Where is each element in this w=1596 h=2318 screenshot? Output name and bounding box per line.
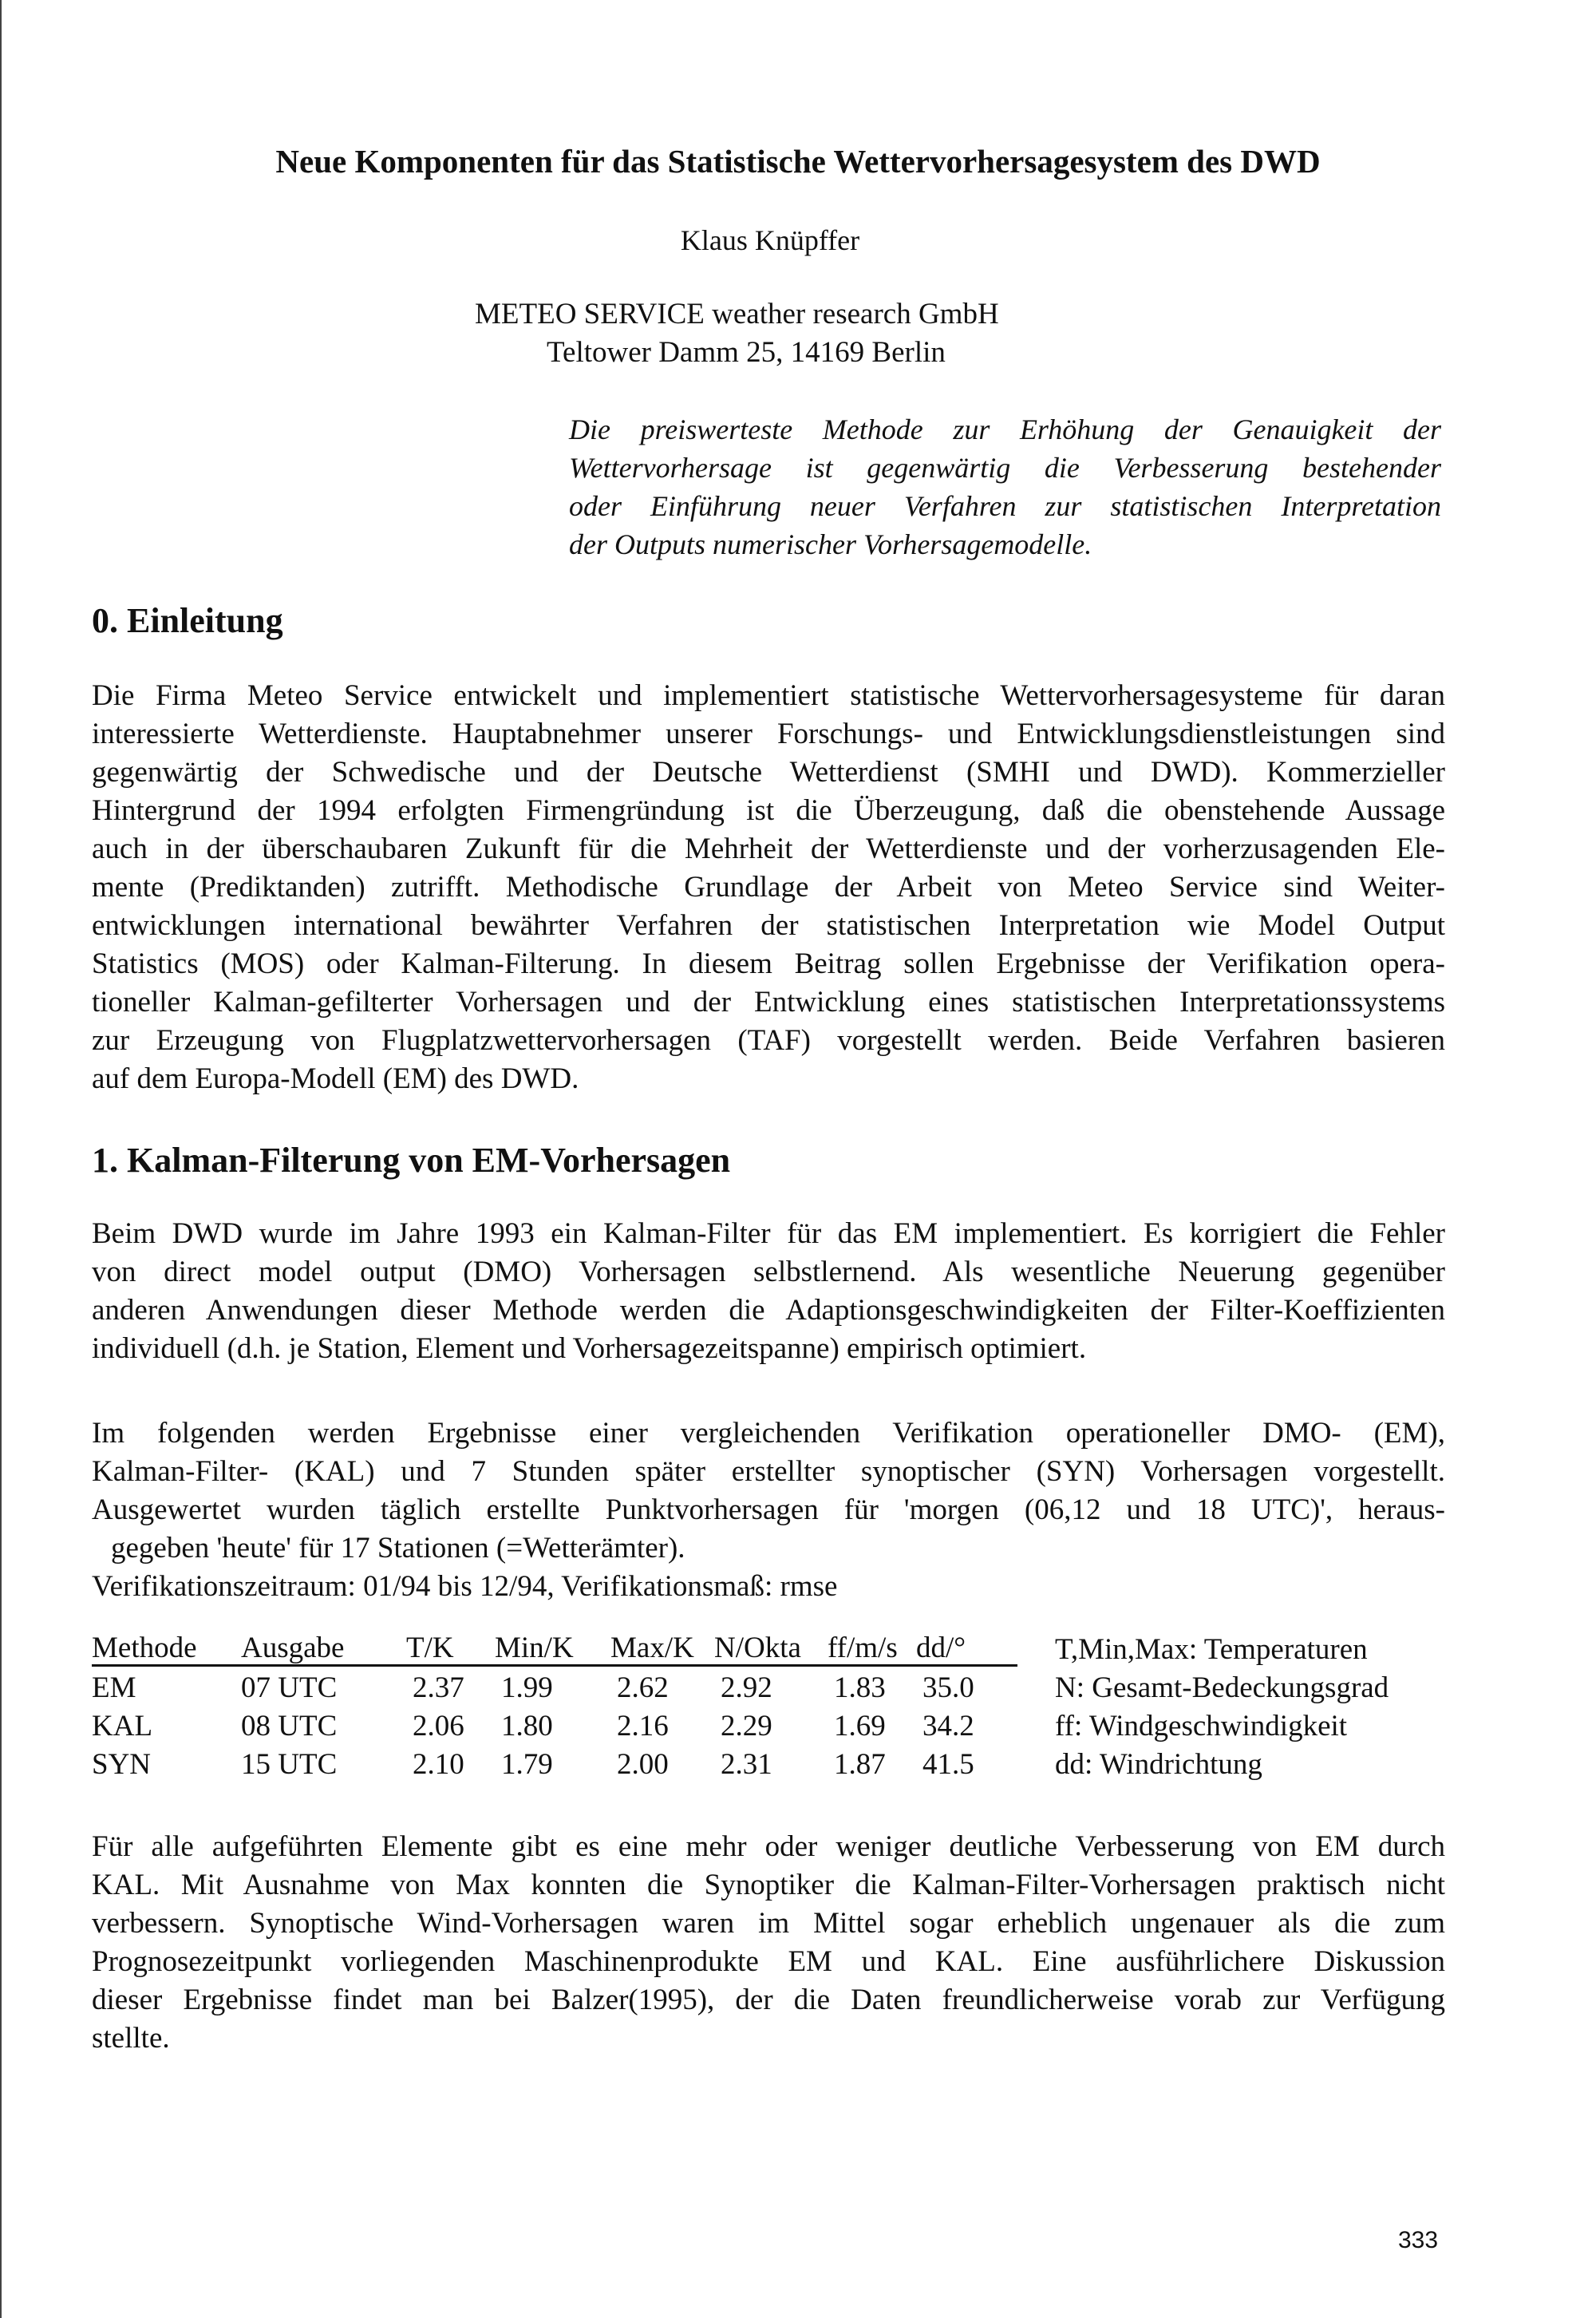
- table-cell: 1.83: [834, 1671, 886, 1704]
- text-line: Im folgenden werden Ergebnisse einer vergleichenden Verifikation operationeller DMO- (EM),: [92, 1417, 1445, 1450]
- table-header-cell: Methode: [92, 1632, 197, 1667]
- text-line: gegeben 'heute' für 17 Stationen (=Wetterämter).: [111, 1532, 685, 1564]
- table-cell: EM: [92, 1671, 136, 1704]
- text-line: auch in der überschaubaren Zukunft für die Mehrheit der Wetterdienste und der vorherzusagenden Ele-: [92, 833, 1445, 865]
- text-line: tioneller Kalman-gefilterter Vorhersagen und der Entwicklung eines statistischen Interpretationssystems: [92, 986, 1445, 1019]
- table-legend-item: ff: Windgeschwindigkeit: [1055, 1710, 1348, 1742]
- affiliation-address: Teltower Damm 25, 14169 Berlin: [547, 336, 946, 369]
- table-header-cell: ff/m/s: [828, 1632, 898, 1667]
- table-cell: 41.5: [922, 1748, 974, 1781]
- table-cell: 2.29: [721, 1710, 772, 1742]
- text-line: Kalman-Filter- (KAL) und 7 Stunden später erstellter synoptischer (SYN) Vorhersagen vorgestellt.: [92, 1455, 1445, 1488]
- text-line: auf dem Europa-Modell (EM) des DWD.: [92, 1062, 579, 1095]
- text-line: Für alle aufgeführten Elemente gibt es eine mehr oder weniger deutliche Verbesserung von EM durch: [92, 1830, 1445, 1863]
- table-header-cell: dd/°: [916, 1632, 966, 1667]
- table-header-cell: N/Okta: [714, 1632, 801, 1667]
- text-line: von direct model output (DMO) Vorhersagen selbstlernend. Als wesentliche Neuerung gegenüber: [92, 1256, 1445, 1288]
- paper-title: Neue Komponenten für das Statistische Wettervorhersagesystem des DWD: [275, 143, 1321, 180]
- text-line: Die preiswerteste Methode zur Erhöhung der Genauigkeit der: [569, 413, 1441, 445]
- table-cell: 2.00: [617, 1748, 669, 1781]
- text-line: zur Erzeugung von Flugplatzwettervorhersagen (TAF) vorgestellt werden. Beide Verfahren basieren: [92, 1024, 1445, 1057]
- page-number: 333: [1398, 2227, 1439, 2253]
- text-line: dieser Ergebnisse findet man bei Balzer(1995), der die Daten freundlicherweise vorab zur Verfügung: [92, 1984, 1445, 2016]
- table-cell: 2.37: [413, 1671, 464, 1704]
- text-line: der Outputs numerischer Vorhersagemodelle.: [569, 528, 1092, 560]
- table-cell: 1.79: [501, 1748, 553, 1781]
- scan-edge: [0, 0, 2, 2318]
- text-line: anderen Anwendungen dieser Methode werden die Adaptionsgeschwindigkeiten der Filter-Koeffizienten: [92, 1294, 1445, 1327]
- table-legend-item: N: Gesamt-Bedeckungsgrad: [1055, 1671, 1389, 1704]
- text-line: Die Firma Meteo Service entwickelt und implementiert statistische Wettervorhersagesysteme für daran: [92, 679, 1445, 712]
- table-legend-item: T,Min,Max: Temperaturen: [1055, 1633, 1368, 1666]
- section-heading-kalman: 1. Kalman-Filterung von EM-Vorhersagen: [92, 1141, 731, 1180]
- text-line: KAL. Mit Ausnahme von Max konnten die Synoptiker die Kalman-Filter-Vorhersagen praktisch nicht: [92, 1869, 1445, 1901]
- table-header-cell: T/K: [406, 1632, 454, 1667]
- text-line: gegenwärtig der Schwedische und der Deutsche Wetterdienst (SMHI und DWD). Kommerzieller: [92, 756, 1445, 789]
- text-line: individuell (d.h. je Station, Element und Vorhersagezeitspanne) empirisch optimiert.: [92, 1332, 1087, 1365]
- table-cell: 07 UTC: [241, 1671, 338, 1704]
- text-line: mente (Prediktanden) zutrifft. Methodische Grundlage der Arbeit von Meteo Service sind Weiter-: [92, 871, 1445, 904]
- table-cell: 08 UTC: [241, 1710, 338, 1742]
- table-cell: 1.99: [501, 1671, 553, 1704]
- affiliation-name: METEO SERVICE weather research GmbH: [475, 298, 999, 330]
- paragraph-kalman-intro: [92, 1215, 1445, 1368]
- text-line: Statistics (MOS) oder Kalman-Filterung. In diesem Beitrag sollen Ergebnisse der Verifikation opera-: [92, 947, 1445, 980]
- text-line: entwicklungen international bewährter Verfahren der statistischen Interpretation wie Model Output: [92, 909, 1445, 942]
- table-cell: 2.92: [721, 1671, 772, 1704]
- section-heading-einleitung: 0. Einleitung: [92, 601, 283, 640]
- table-cell: 1.69: [834, 1710, 886, 1742]
- paragraph-einleitung: [92, 677, 1445, 1098]
- author: Klaus Knüpffer: [680, 224, 860, 256]
- table-cell: 2.31: [721, 1748, 772, 1781]
- table-cell: 2.06: [413, 1710, 464, 1742]
- text-line: Ausgewertet wurden täglich erstellte Punktvorhersagen für 'morgen (06,12 und 18 UTC)', heraus-: [92, 1493, 1445, 1526]
- results-table: [0, 1632, 1596, 1792]
- text-line: Wettervorhersage ist gegenwärtig die Verbesserung bestehender: [569, 452, 1441, 484]
- paragraph-verification: [92, 1414, 1445, 1606]
- table-legend-item: dd: Windrichtung: [1055, 1748, 1262, 1781]
- table-header-cell: Min/K: [495, 1632, 574, 1667]
- table-cell: 15 UTC: [241, 1748, 338, 1781]
- table-header-cell: Max/K: [610, 1632, 694, 1667]
- table-cell: 2.16: [617, 1710, 669, 1742]
- text-line: verbessern. Synoptische Wind-Vorhersagen waren im Mittel sogar erheblich ungenauer als die zum: [92, 1907, 1445, 1940]
- table-cell: 2.10: [413, 1748, 464, 1781]
- table-cell: SYN: [92, 1748, 152, 1781]
- text-line: interessierte Wetterdienste. Hauptabnehmer unserer Forschungs- und Entwicklungsdienstleistungen sind: [92, 718, 1445, 750]
- table-cell: 35.0: [922, 1671, 974, 1704]
- text-line: Prognosezeitpunkt vorliegenden Maschinenprodukte EM und KAL. Eine ausführlichere Diskussion: [92, 1945, 1445, 1978]
- header-underline: [92, 1664, 1017, 1667]
- table-cell: 1.87: [834, 1748, 886, 1781]
- table-cell: 2.62: [617, 1671, 669, 1704]
- text-line: stellte.: [92, 2022, 170, 2055]
- table-cell: 34.2: [922, 1710, 974, 1742]
- text-line: Beim DWD wurde im Jahre 1993 ein Kalman-Filter für das EM implementiert. Es korrigiert die Fehler: [92, 1217, 1445, 1250]
- text-line: oder Einführung neuer Verfahren zur statistischen Interpretation: [569, 490, 1441, 522]
- paragraph-discussion: [92, 1828, 1445, 2058]
- text-line: Verifikationszeitraum: 01/94 bis 12/94, Verifikationsmaß: rmse: [92, 1570, 838, 1603]
- table-cell: KAL: [92, 1710, 153, 1742]
- epigraph-quote: [569, 410, 1441, 564]
- table-header-cell: Ausgabe: [241, 1632, 344, 1667]
- text-line: Hintergrund der 1994 erfolgten Firmengründung ist die Überzeugung, daß die obenstehende Aussage: [92, 794, 1445, 827]
- table-cell: 1.80: [501, 1710, 553, 1742]
